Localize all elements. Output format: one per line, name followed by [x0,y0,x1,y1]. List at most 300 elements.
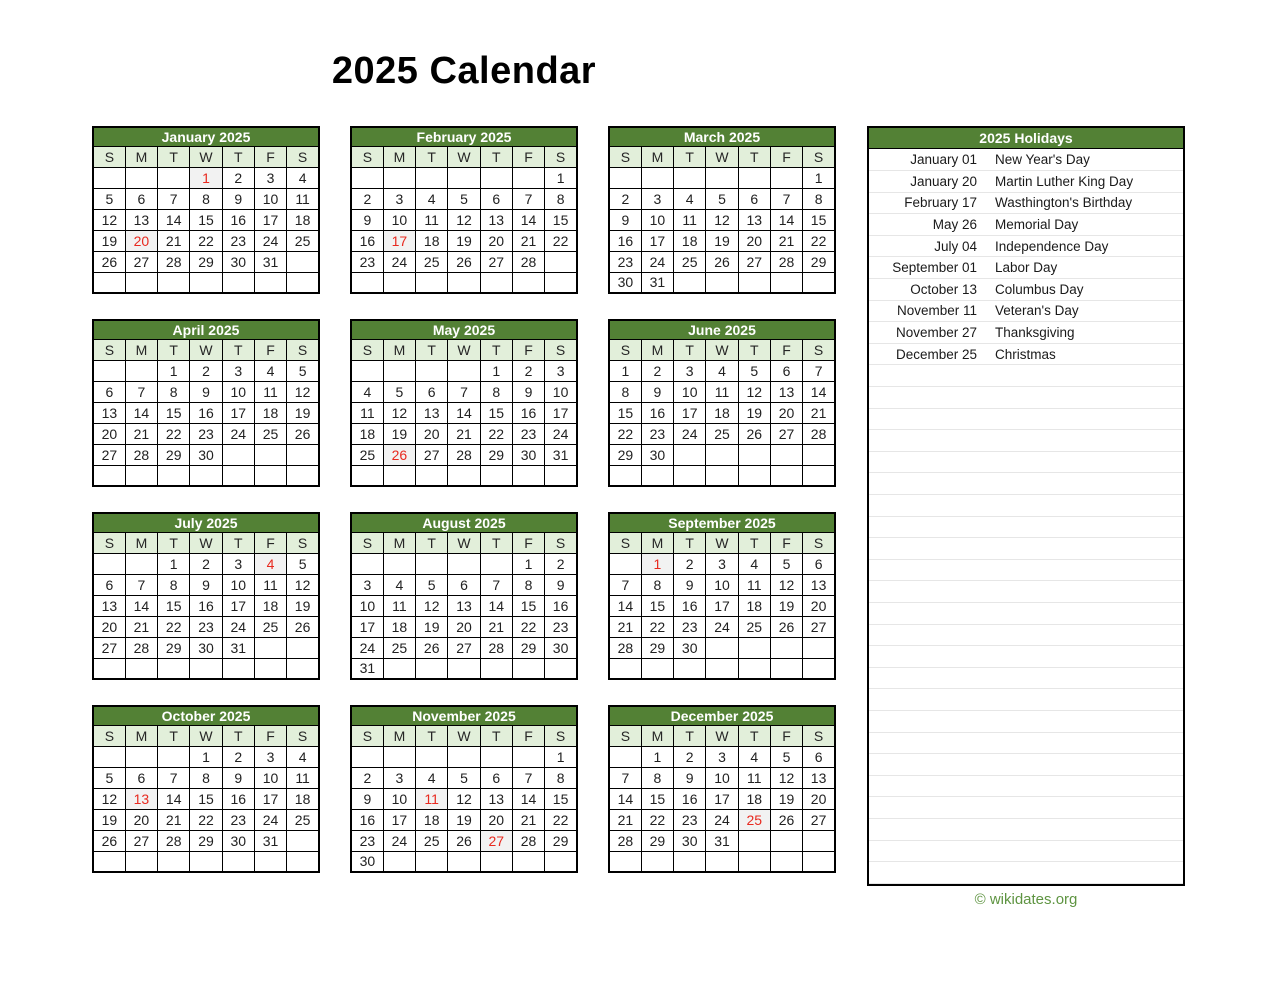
day-cell: 21 [770,230,802,251]
day-cell [480,272,512,293]
week-row [93,595,319,616]
day-cell: 4 [738,746,770,767]
day-cell: 23 [190,423,222,444]
day-cell [448,553,480,574]
day-cell [545,658,577,679]
holiday-row [869,171,1183,193]
day-cell [190,851,222,872]
day-cell: 3 [706,553,738,574]
day-cell: 18 [416,809,448,830]
holiday-empty-date-cell [869,624,986,646]
month-title-april: April 2025 [93,320,319,339]
footer-wrap [867,891,1185,909]
day-cell [641,658,673,679]
holiday-empty-row [869,387,1183,409]
holiday-empty-date-cell [869,538,986,560]
day-cell: 1 [609,360,641,381]
day-cell: 20 [416,423,448,444]
month-table-may [350,319,578,487]
day-cell [480,167,512,188]
week-row [609,553,835,574]
month-header-row [609,706,835,725]
month-title-november: November 2025 [351,706,577,725]
day-cell: 20 [480,809,512,830]
day-cell [641,851,673,872]
day-cell [125,746,157,767]
day-cell: 11 [383,595,415,616]
day-cell: 10 [706,574,738,595]
weekday-label: M [641,339,673,360]
day-cell [93,658,125,679]
day-cell: 13 [448,595,480,616]
months-grid [92,126,836,873]
week-row [609,658,835,679]
day-cell [158,465,190,486]
day-cell: 29 [480,444,512,465]
day-cell: 16 [222,788,254,809]
day-cell: 19 [287,402,319,423]
day-cell [125,465,157,486]
week-row [351,809,577,830]
day-cell: 2 [609,188,641,209]
day-cell-holiday: 11 [416,788,448,809]
day-cell: 24 [351,637,383,658]
weekday-label: T [222,532,254,553]
day-cell [158,167,190,188]
weekday-label: T [674,725,706,746]
day-cell: 2 [351,188,383,209]
day-cell: 21 [512,230,544,251]
holidays-table [869,149,1183,884]
week-row [351,251,577,272]
day-cell-holiday: 4 [254,553,286,574]
day-cell [706,465,738,486]
day-cell: 3 [674,360,706,381]
month-header-row [93,513,319,532]
day-cell [383,360,415,381]
day-cell [383,851,415,872]
month-header-row [351,513,577,532]
day-cell: 9 [222,188,254,209]
holiday-empty-date-cell [869,862,986,884]
holiday-empty-date-cell [869,430,986,452]
day-cell [287,444,319,465]
weekday-label: M [641,146,673,167]
day-cell: 15 [803,209,835,230]
day-cell [351,360,383,381]
day-cell: 23 [641,423,673,444]
week-row [351,595,577,616]
holiday-name: Independence Day [986,235,1183,257]
holiday-empty-date-cell [869,581,986,603]
holiday-empty-row [869,689,1183,711]
day-cell [125,167,157,188]
day-cell [512,167,544,188]
day-cell: 12 [287,381,319,402]
day-cell: 20 [770,402,802,423]
day-cell [158,851,190,872]
day-cell: 22 [158,423,190,444]
day-cell: 9 [351,209,383,230]
day-cell: 7 [158,188,190,209]
day-cell: 1 [545,167,577,188]
month-title-september: September 2025 [609,513,835,532]
day-cell: 18 [674,230,706,251]
day-cell: 14 [158,788,190,809]
day-cell: 30 [222,251,254,272]
day-cell [706,658,738,679]
day-cell: 19 [287,595,319,616]
day-cell: 11 [287,767,319,788]
day-cell: 14 [803,381,835,402]
weekday-label: T [158,532,190,553]
day-cell: 22 [545,809,577,830]
day-cell: 27 [770,423,802,444]
holiday-empty-date-cell [869,602,986,624]
day-cell: 8 [641,574,673,595]
day-cell [287,465,319,486]
day-cell: 1 [641,746,673,767]
weekday-label: S [609,146,641,167]
holiday-name: Wasthington's Birthday [986,192,1183,214]
day-cell: 15 [545,788,577,809]
day-cell [545,272,577,293]
weekday-label: W [190,532,222,553]
holiday-name: Thanksgiving [986,322,1183,344]
day-cell: 3 [222,553,254,574]
day-cell: 12 [448,788,480,809]
day-cell [287,637,319,658]
weekday-label: M [125,532,157,553]
day-cell: 15 [641,595,673,616]
holiday-row [869,322,1183,344]
day-cell: 21 [609,809,641,830]
day-cell: 5 [706,188,738,209]
day-cell: 20 [93,616,125,637]
day-cell [222,465,254,486]
weekday-label: W [448,146,480,167]
weekday-label: M [125,146,157,167]
day-cell [674,851,706,872]
day-cell: 22 [158,616,190,637]
weekday-label: W [190,339,222,360]
day-cell: 10 [254,188,286,209]
weekday-label: T [416,146,448,167]
week-row [609,251,835,272]
weekday-label: S [609,339,641,360]
day-cell [351,553,383,574]
day-cell [674,465,706,486]
day-cell: 23 [674,809,706,830]
month-table-august [350,512,578,680]
day-cell: 13 [480,209,512,230]
day-cell: 25 [254,616,286,637]
month-header-row [609,127,835,146]
day-cell: 26 [416,637,448,658]
week-row [609,188,835,209]
week-row [93,767,319,788]
right-column [867,126,1185,909]
week-row [351,360,577,381]
day-cell [480,465,512,486]
day-cell: 7 [158,767,190,788]
day-cell: 16 [351,230,383,251]
day-cell [609,746,641,767]
day-cell [351,746,383,767]
day-cell: 3 [222,360,254,381]
holiday-empty-row [869,408,1183,430]
week-row [609,809,835,830]
week-row [93,360,319,381]
day-cell: 12 [448,209,480,230]
day-cell: 25 [738,616,770,637]
day-cell: 26 [93,251,125,272]
holiday-empty-name-cell [986,495,1183,517]
week-row [93,809,319,830]
day-cell: 10 [641,209,673,230]
holiday-empty-date-cell [869,559,986,581]
day-cell: 21 [125,616,157,637]
day-cell: 21 [448,423,480,444]
day-cell: 30 [222,830,254,851]
day-cell: 25 [287,809,319,830]
holiday-empty-date-cell [869,689,986,711]
day-cell [254,444,286,465]
holiday-empty-date-cell [869,387,986,409]
week-row [93,444,319,465]
day-cell: 13 [738,209,770,230]
holiday-empty-row [869,862,1183,884]
week-row [351,402,577,423]
month-table-november [350,705,578,873]
day-cell: 28 [480,637,512,658]
day-cell [351,465,383,486]
day-cell: 24 [222,423,254,444]
week-row [351,574,577,595]
day-cell [416,746,448,767]
day-cell [383,553,415,574]
day-cell: 12 [770,767,802,788]
holiday-empty-date-cell [869,365,986,387]
day-cell [770,444,802,465]
holiday-empty-date-cell [869,473,986,495]
day-cell [383,167,415,188]
day-cell [770,851,802,872]
day-cell: 9 [512,381,544,402]
day-cell: 29 [512,637,544,658]
day-cell: 8 [190,767,222,788]
day-cell: 2 [545,553,577,574]
day-cell: 13 [770,381,802,402]
day-cell [222,272,254,293]
day-cell [190,658,222,679]
week-row [93,423,319,444]
day-cell: 11 [738,574,770,595]
day-cell-holiday: 27 [480,830,512,851]
weekday-row [93,146,319,167]
day-cell: 23 [512,423,544,444]
day-cell [738,167,770,188]
day-cell [512,851,544,872]
day-cell [416,167,448,188]
weekday-label: W [706,339,738,360]
holiday-row [869,192,1183,214]
week-row [93,851,319,872]
week-row [93,830,319,851]
day-cell: 30 [674,830,706,851]
day-cell: 21 [609,616,641,637]
weekday-label: S [93,146,125,167]
day-cell [125,360,157,381]
day-cell: 25 [383,637,415,658]
holiday-empty-name-cell [986,710,1183,732]
day-cell: 11 [706,381,738,402]
holiday-empty-name-cell [986,538,1183,560]
day-cell [512,658,544,679]
day-cell [351,167,383,188]
day-cell: 31 [641,272,673,293]
day-cell: 23 [351,251,383,272]
weekday-row [93,339,319,360]
holiday-empty-name-cell [986,451,1183,473]
month-header-row [609,513,835,532]
holiday-date: September 01 [869,257,986,279]
day-cell: 7 [609,767,641,788]
day-cell: 22 [641,616,673,637]
weekday-label: S [803,339,835,360]
day-cell: 6 [448,574,480,595]
day-cell: 28 [803,423,835,444]
day-cell [480,658,512,679]
day-cell: 3 [706,746,738,767]
day-cell: 17 [706,788,738,809]
day-cell: 3 [383,188,415,209]
weekday-label: S [287,532,319,553]
month-header-row [93,127,319,146]
day-cell: 16 [222,209,254,230]
day-cell [448,851,480,872]
day-cell: 17 [383,809,415,830]
holiday-date: November 11 [869,300,986,322]
day-cell [158,658,190,679]
holiday-name: Labor Day [986,257,1183,279]
holiday-empty-row [869,818,1183,840]
weekday-label: S [287,339,319,360]
day-cell [254,637,286,658]
weekday-label: W [706,146,738,167]
weekday-label: M [125,725,157,746]
day-cell [609,465,641,486]
day-cell: 11 [738,767,770,788]
day-cell: 10 [222,381,254,402]
month-title-may: May 2025 [351,320,577,339]
day-cell: 6 [125,188,157,209]
weekday-label: T [674,532,706,553]
week-row [609,637,835,658]
day-cell: 19 [448,809,480,830]
day-cell: 23 [222,809,254,830]
day-cell: 15 [190,209,222,230]
day-cell: 8 [480,381,512,402]
wikidates-link[interactable]: © wikidates.org [974,890,1078,908]
day-cell [190,272,222,293]
day-cell: 2 [512,360,544,381]
day-cell: 27 [738,251,770,272]
weekday-label: M [383,146,415,167]
day-cell: 18 [351,423,383,444]
day-cell: 8 [545,188,577,209]
day-cell: 22 [803,230,835,251]
day-cell: 6 [93,381,125,402]
week-row [93,188,319,209]
week-row [351,381,577,402]
day-cell [93,272,125,293]
month-title-december: December 2025 [609,706,835,725]
day-cell [383,465,415,486]
day-cell [93,465,125,486]
day-cell: 31 [545,444,577,465]
day-cell [287,658,319,679]
holiday-name: Veteran's Day [986,300,1183,322]
week-row [351,616,577,637]
day-cell: 18 [738,788,770,809]
day-cell: 17 [222,402,254,423]
weekday-label: T [738,339,770,360]
day-cell: 24 [641,251,673,272]
holiday-empty-date-cell [869,451,986,473]
day-cell: 24 [383,830,415,851]
day-cell: 28 [512,251,544,272]
holiday-date: January 01 [869,149,986,171]
day-cell: 24 [383,251,415,272]
day-cell: 4 [287,167,319,188]
day-cell: 10 [706,767,738,788]
day-cell: 14 [125,402,157,423]
day-cell: 11 [287,188,319,209]
day-cell: 30 [512,444,544,465]
holiday-name: Christmas [986,343,1183,365]
day-cell: 23 [190,616,222,637]
day-cell [738,637,770,658]
day-cell [416,360,448,381]
week-row [351,444,577,465]
day-cell: 31 [222,637,254,658]
week-row [93,465,319,486]
day-cell: 24 [545,423,577,444]
weekday-label: S [803,146,835,167]
week-row [93,574,319,595]
day-cell: 31 [351,658,383,679]
day-cell: 19 [93,809,125,830]
day-cell [803,851,835,872]
day-cell: 16 [512,402,544,423]
holiday-empty-name-cell [986,775,1183,797]
day-cell: 27 [480,251,512,272]
holiday-empty-row [869,775,1183,797]
day-cell [125,553,157,574]
week-row [93,272,319,293]
day-cell: 7 [125,381,157,402]
day-cell: 23 [351,830,383,851]
holiday-date: July 04 [869,235,986,257]
day-cell: 14 [158,209,190,230]
day-cell: 9 [351,788,383,809]
holiday-empty-name-cell [986,646,1183,668]
day-cell: 7 [609,574,641,595]
day-cell: 1 [545,746,577,767]
weekday-label: S [93,532,125,553]
weekday-label: F [512,146,544,167]
